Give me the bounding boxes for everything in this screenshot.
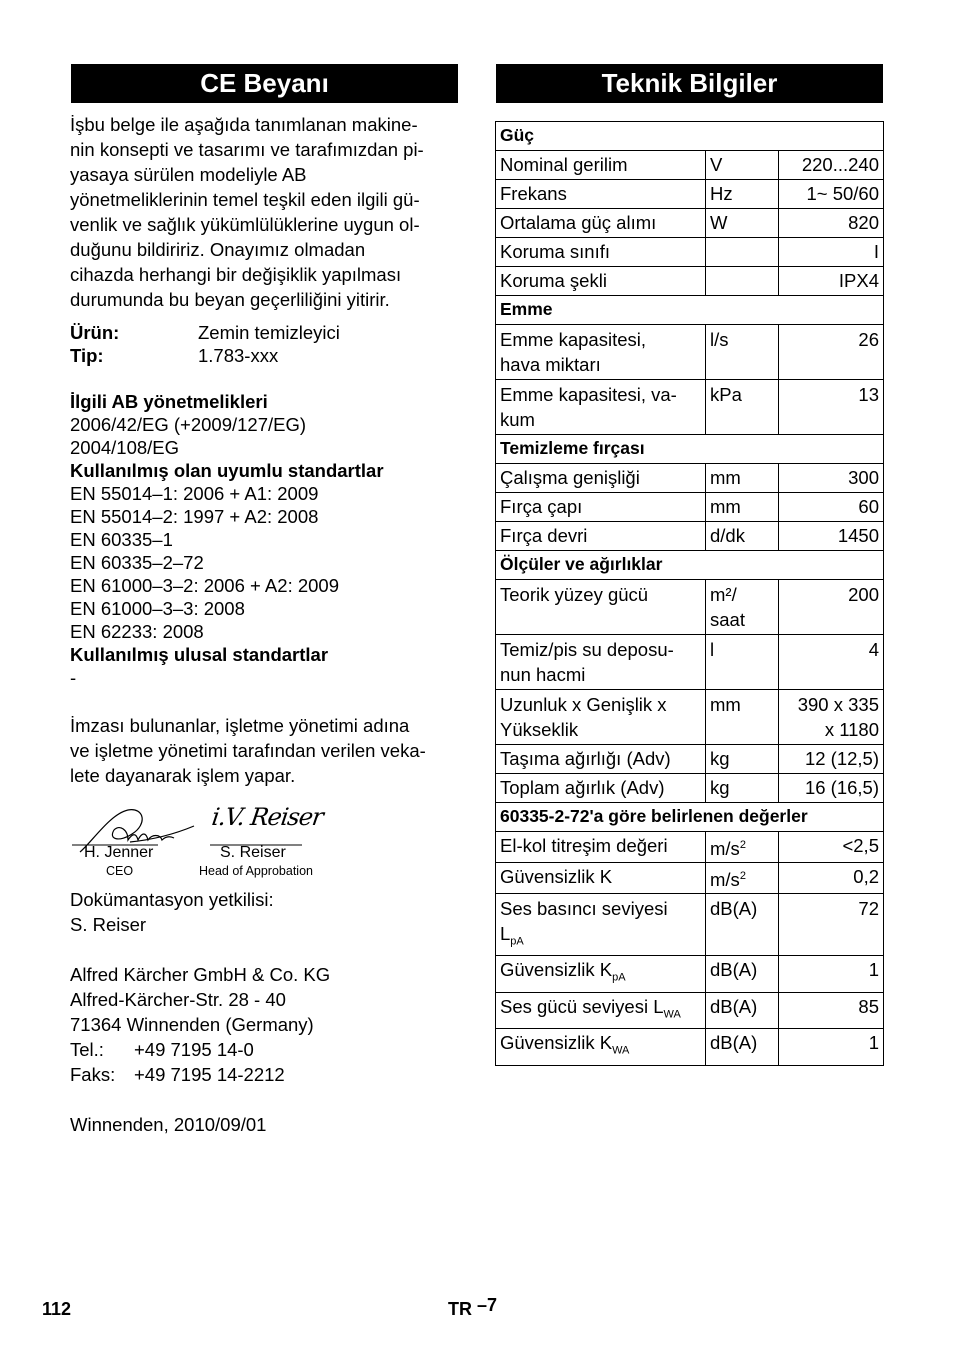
intro-text <box>70 112 460 312</box>
table-row <box>496 635 884 690</box>
spec-value: 26 <box>779 325 884 380</box>
spec-label: Frekans <box>496 180 706 209</box>
spec-value: 300 <box>779 464 884 493</box>
label-subscript: WA <box>663 1008 681 1021</box>
spec-value: 220...240 <box>779 151 884 180</box>
unit-text: m/s <box>710 869 740 891</box>
spec-unit: mm <box>706 464 779 493</box>
section-row <box>496 122 884 151</box>
label-line: kum <box>500 409 535 430</box>
value-line: x 1180 <box>824 719 879 740</box>
spec-unit <box>706 863 779 894</box>
section-power: Güç <box>496 122 884 151</box>
label-line: hava miktarı <box>500 354 601 375</box>
table-row <box>496 209 884 238</box>
spec-value: 85 <box>779 992 884 1029</box>
signatures <box>70 802 460 892</box>
spec-label <box>496 956 706 993</box>
intro-line: durumunda bu beyan geçerliliğini yitirir. <box>70 289 390 310</box>
footer-section <box>448 1295 498 1320</box>
table-row <box>496 992 884 1029</box>
spec-value: 820 <box>779 209 884 238</box>
section-row <box>496 296 884 325</box>
label-line: Yükseklik <box>500 719 579 740</box>
unit-line: saat <box>710 609 745 630</box>
label-line: Emme kapasitesi, va- <box>500 384 677 405</box>
signatory-statement <box>70 713 460 788</box>
harmonized-standards-heading: Kullanılmış olan uyumlu standartlar <box>70 460 384 481</box>
doc-authority <box>70 887 460 937</box>
spec-unit: kg <box>706 774 779 803</box>
spec-unit: dB(A) <box>706 956 779 993</box>
spec-unit: kg <box>706 745 779 774</box>
intro-line: duğunu bildiririz. Onayımız olmadan <box>70 239 366 260</box>
section-suction: Emme <box>496 296 884 325</box>
spec-unit: Hz <box>706 180 779 209</box>
company-name: Alfred Kärcher GmbH & Co. KG <box>70 964 331 985</box>
table-row <box>496 493 884 522</box>
intro-line: nin konsepti ve tasarımı ve tarafımızdan pi- <box>70 139 424 160</box>
standard-item: EN 55014–1: 2006 + A1: 2009 <box>70 483 319 504</box>
ce-declaration-heading: CE Beyanı <box>71 64 458 103</box>
intro-line: cihazda herhangi bir değişiklik yapılması <box>70 264 402 285</box>
table-row <box>496 774 884 803</box>
spec-value: 12 (12,5) <box>779 745 884 774</box>
spec-label: Nominal gerilim <box>496 151 706 180</box>
unit-superscript: 2 <box>739 870 746 883</box>
spec-label <box>496 894 706 956</box>
standard-item: EN 55014–2: 1997 + A2: 2008 <box>70 506 319 527</box>
type-value: 1.783-xxx <box>198 345 279 366</box>
spec-value <box>779 690 884 745</box>
table-row <box>496 863 884 894</box>
table-row <box>496 180 884 209</box>
spec-unit: dB(A) <box>706 1029 779 1066</box>
intro-line: venlik ve sağlık yükümlülüklerine uygun ol- <box>70 214 420 235</box>
page-number: 112 <box>42 1299 72 1319</box>
label-subscript: pA <box>612 971 626 984</box>
spec-value: 1450 <box>779 522 884 551</box>
company-city: 71364 Winnenden (Germany) <box>70 1014 314 1035</box>
intro-line: İşbu belge ile aşağıda tanımlanan makine- <box>70 114 418 135</box>
spec-value: IPX4 <box>779 267 884 296</box>
doc-authority-name: S. Reiser <box>70 914 147 935</box>
label-line: Emme kapasitesi, <box>500 329 646 350</box>
section-row <box>496 435 884 464</box>
label-symbol: L <box>500 923 511 945</box>
label-text: Güvensizlik K <box>500 1032 613 1054</box>
spec-value: 13 <box>779 380 884 435</box>
table-row <box>496 380 884 435</box>
section-row <box>496 803 884 832</box>
spec-label: Taşıma ağırlığı (Adv) <box>496 745 706 774</box>
footer-section-page: 7 <box>487 1295 498 1315</box>
footer-dash: – <box>477 1295 488 1315</box>
spec-unit: kPa <box>706 380 779 435</box>
spec-value: 200 <box>779 580 884 635</box>
type-row <box>70 344 460 367</box>
spec-unit <box>706 267 779 296</box>
spec-unit: V <box>706 151 779 180</box>
table-row <box>496 522 884 551</box>
spec-unit <box>706 832 779 863</box>
standards-block <box>70 390 460 689</box>
spec-value: I <box>779 238 884 267</box>
spec-unit: mm <box>706 690 779 745</box>
spec-unit <box>706 580 779 635</box>
directive-item: 2004/108/EG <box>70 437 180 458</box>
signer2-name: S. Reiser <box>220 844 286 861</box>
table-row <box>496 690 884 745</box>
spec-value: 0,2 <box>779 863 884 894</box>
tel-value: +49 7195 14-0 <box>134 1039 254 1060</box>
spec-label: Fırça çapı <box>496 493 706 522</box>
spec-value: 60 <box>779 493 884 522</box>
footer-lang: TR <box>448 1299 472 1319</box>
place-date: Winnenden, 2010/09/01 <box>70 1114 267 1135</box>
table-row <box>496 580 884 635</box>
standard-item: EN 60335–2–72 <box>70 552 204 573</box>
spec-unit: dB(A) <box>706 894 779 956</box>
unit-line: m²/ <box>710 584 737 605</box>
table-row <box>496 464 884 493</box>
table-row <box>496 894 884 956</box>
spec-value: 4 <box>779 635 884 690</box>
section-row <box>496 551 884 580</box>
unit-superscript: 2 <box>739 839 746 851</box>
spec-value: <2,5 <box>779 832 884 863</box>
spec-value: 1 <box>779 1029 884 1066</box>
spec-label <box>496 690 706 745</box>
statement-line: lete dayanarak işlem yapar. <box>70 765 296 786</box>
section-dimensions: Ölçüler ve ağırlıklar <box>496 551 884 580</box>
spec-label: Teorik yüzey gücü <box>496 580 706 635</box>
directive-item: 2006/42/EG (+2009/127/EG) <box>70 414 307 435</box>
product-info <box>70 321 460 367</box>
statement-line: ve işletme yönetimi tarafından verilen veka- <box>70 740 426 761</box>
unit-text: m/s <box>710 838 740 860</box>
label-line: Uzunluk x Genişlik x <box>500 694 667 715</box>
label-line: Temiz/pis su deposu- <box>500 639 674 660</box>
spec-label: Fırça devri <box>496 522 706 551</box>
company-street: Alfred-Kärcher-Str. 28 - 40 <box>70 989 286 1010</box>
table-row <box>496 745 884 774</box>
label-line: Ses basıncı seviyesi <box>500 898 668 920</box>
spec-label: Koruma şekli <box>496 267 706 296</box>
tel-line <box>70 1037 460 1062</box>
ce-declaration-section <box>70 112 460 1137</box>
spec-label <box>496 380 706 435</box>
label-subscript: pA <box>510 936 524 948</box>
label-line <box>500 921 701 955</box>
product-label: Ürün: <box>70 322 120 343</box>
label-text: Güvensizlik K <box>500 959 613 980</box>
signer2-role: Head of Approbation <box>199 864 313 878</box>
signer1-name: H. Jenner <box>84 844 154 861</box>
directives-heading: İlgili AB yönetmelikleri <box>70 391 268 412</box>
value-line: 390 x 335 <box>797 694 879 715</box>
spec-label <box>496 635 706 690</box>
spec-label: El-kol titreşim değeri <box>496 832 706 863</box>
table-row <box>496 832 884 863</box>
spec-unit: W <box>706 209 779 238</box>
signer1-role: CEO <box>106 864 134 878</box>
signature-handwriting: i.V. Reiser <box>210 803 325 831</box>
spec-value: 1 <box>779 956 884 993</box>
table-row <box>496 1029 884 1066</box>
section-brush: Temizleme fırçası <box>496 435 884 464</box>
fax-line <box>70 1062 460 1087</box>
label-text: Ses gücü seviyesi L <box>500 995 664 1017</box>
standard-item: EN 61000–3–2: 2006 + A2: 2009 <box>70 575 339 596</box>
spec-value: 1~ 50/60 <box>779 180 884 209</box>
technical-data-table <box>495 121 884 1066</box>
table-row <box>496 325 884 380</box>
spec-label: Çalışma genişliği <box>496 464 706 493</box>
table-row <box>496 151 884 180</box>
spec-label: Koruma sınıfı <box>496 238 706 267</box>
standard-item: EN 62233: 2008 <box>70 621 204 642</box>
spec-value: 72 <box>779 894 884 956</box>
spec-label <box>496 1029 706 1066</box>
table-row <box>496 238 884 267</box>
spec-unit: dB(A) <box>706 992 779 1029</box>
standard-item: EN 60335–1 <box>70 529 173 550</box>
spec-unit: l <box>706 635 779 690</box>
label-subscript: WA <box>612 1045 630 1058</box>
fax-value: +49 7195 14-2212 <box>134 1064 285 1085</box>
tel-label: Tel.: <box>70 1039 104 1060</box>
section-measured-values: 60335-2-72'a göre belirlenen değerler <box>496 803 884 832</box>
label-line: nun hacmi <box>500 664 586 685</box>
product-row <box>70 321 460 344</box>
spec-label: Toplam ağırlık (Adv) <box>496 774 706 803</box>
doc-authority-label: Dokümantasyon yetkilisi: <box>70 889 274 910</box>
spec-label: Ortalama güç alımı <box>496 209 706 238</box>
fax-label: Faks: <box>70 1064 116 1085</box>
table-row <box>496 956 884 993</box>
product-value: Zemin temizleyici <box>198 322 340 343</box>
technical-data-heading: Teknik Bilgiler <box>496 64 883 103</box>
spec-unit <box>706 238 779 267</box>
spec-unit: mm <box>706 493 779 522</box>
spec-value: 16 (16,5) <box>779 774 884 803</box>
intro-line: yasaya sürülen modeliyle AB <box>70 164 307 185</box>
statement-line: İmzası bulunanlar, işletme yönetimi adına <box>70 715 410 736</box>
spec-label <box>496 992 706 1029</box>
national-standards-value: - <box>70 667 77 688</box>
intro-line: yönetmeliklerinin temel teşkil eden ilgili gü- <box>70 189 420 210</box>
spec-label <box>496 325 706 380</box>
spec-label: Güvensizlik K <box>496 863 706 894</box>
spec-unit: d/dk <box>706 522 779 551</box>
type-label: Tip: <box>70 345 104 366</box>
company-address <box>70 962 460 1087</box>
spec-unit: l/s <box>706 325 779 380</box>
standard-item: EN 61000–3–3: 2008 <box>70 598 245 619</box>
national-standards-heading: Kullanılmış ulusal standartlar <box>70 644 329 665</box>
table-row <box>496 267 884 296</box>
